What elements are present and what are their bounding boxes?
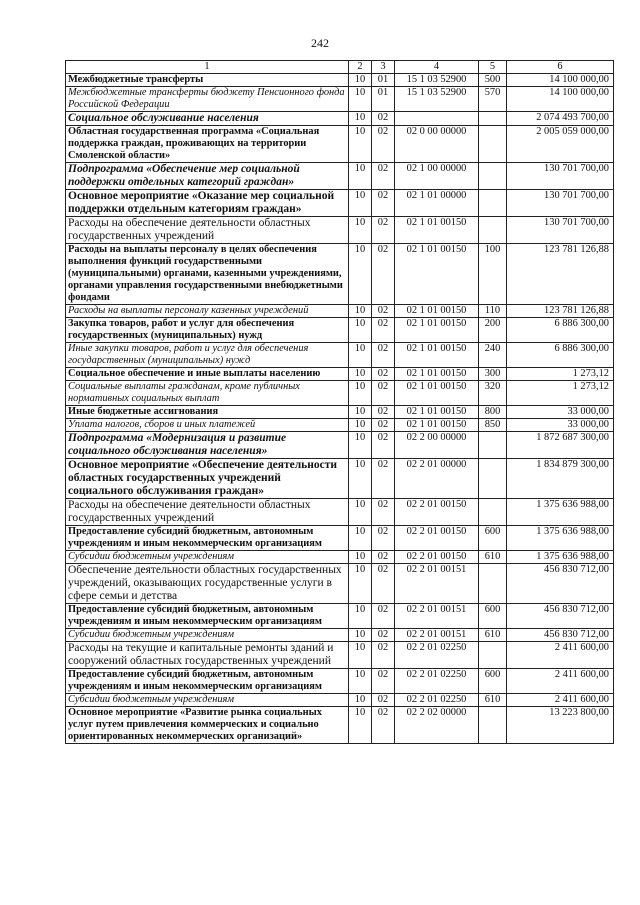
subsection-code-cell: 02 bbox=[372, 642, 395, 669]
subsection-code-cell: 02 bbox=[372, 499, 395, 526]
page-number: 242 bbox=[311, 36, 329, 50]
target-article-cell: 15 1 03 52900 bbox=[395, 87, 479, 112]
amount-cell: 14 100 000,00 bbox=[507, 74, 614, 87]
target-article-cell: 02 2 01 00150 bbox=[395, 499, 479, 526]
target-article-cell bbox=[395, 112, 479, 126]
target-article-cell: 02 2 01 00150 bbox=[395, 551, 479, 564]
row-name-cell: Межбюджетные трансферты бюджету Пенсионного фонда Российской Федерации bbox=[66, 87, 349, 112]
expense-type-cell bbox=[479, 190, 507, 217]
subsection-code-cell: 02 bbox=[372, 126, 395, 163]
expense-type-cell: 320 bbox=[479, 381, 507, 406]
section-code-cell: 10 bbox=[349, 318, 372, 343]
section-code-cell: 10 bbox=[349, 642, 372, 669]
section-code-cell: 10 bbox=[349, 368, 372, 381]
amount-cell: 130 701 700,00 bbox=[507, 217, 614, 244]
expense-type-cell: 850 bbox=[479, 419, 507, 432]
expense-type-cell: 200 bbox=[479, 318, 507, 343]
section-code-cell: 10 bbox=[349, 74, 372, 87]
amount-cell: 123 781 126,88 bbox=[507, 305, 614, 318]
target-article-cell: 02 2 01 00000 bbox=[395, 459, 479, 499]
target-article-cell: 02 1 01 00150 bbox=[395, 305, 479, 318]
section-code-cell: 10 bbox=[349, 217, 372, 244]
amount-cell: 1 375 636 988,00 bbox=[507, 526, 614, 551]
table-row bbox=[66, 564, 614, 604]
amount-cell: 14 100 000,00 bbox=[507, 87, 614, 112]
table-row bbox=[66, 642, 614, 669]
target-article-cell: 02 2 00 00000 bbox=[395, 432, 479, 459]
row-name-cell: Основное мероприятие «Развитие рынка социальных услуг путем привлечения коммерческих и социально ориентированных некоммерческих организаций» bbox=[66, 707, 349, 744]
amount-cell: 1 375 636 988,00 bbox=[507, 499, 614, 526]
section-code-cell: 10 bbox=[349, 669, 372, 694]
amount-cell: 130 701 700,00 bbox=[507, 163, 614, 190]
subsection-code-cell: 02 bbox=[372, 343, 395, 368]
expense-type-cell: 610 bbox=[479, 694, 507, 707]
expense-type-cell: 600 bbox=[479, 604, 507, 629]
row-name-cell: Субсидии бюджетным учреждениям bbox=[66, 629, 349, 642]
subsection-code-cell: 02 bbox=[372, 406, 395, 419]
target-article-cell: 02 2 01 00151 bbox=[395, 564, 479, 604]
table-row bbox=[66, 244, 614, 305]
header-cell: 1 bbox=[66, 61, 349, 74]
row-name-cell: Предоставление субсидий бюджетным, автономным учреждениям и иным некоммерческим организациям bbox=[66, 526, 349, 551]
table-row bbox=[66, 526, 614, 551]
expense-type-cell: 500 bbox=[479, 74, 507, 87]
expense-type-cell bbox=[479, 499, 507, 526]
amount-cell: 130 701 700,00 bbox=[507, 190, 614, 217]
table-row bbox=[66, 87, 614, 112]
amount-cell: 33 000,00 bbox=[507, 406, 614, 419]
table-row bbox=[66, 499, 614, 526]
row-name-cell: Субсидии бюджетным учреждениям bbox=[66, 694, 349, 707]
amount-cell: 6 886 300,00 bbox=[507, 343, 614, 368]
expense-type-cell bbox=[479, 217, 507, 244]
subsection-code-cell: 02 bbox=[372, 112, 395, 126]
subsection-code-cell: 02 bbox=[372, 459, 395, 499]
expense-type-cell: 110 bbox=[479, 305, 507, 318]
table-row bbox=[66, 163, 614, 190]
target-article-cell: 02 1 01 00150 bbox=[395, 244, 479, 305]
target-article-cell: 02 1 01 00150 bbox=[395, 318, 479, 343]
target-article-cell: 02 1 01 00150 bbox=[395, 419, 479, 432]
section-code-cell: 10 bbox=[349, 499, 372, 526]
target-article-cell: 02 1 01 00150 bbox=[395, 368, 479, 381]
row-name-cell: Обеспечение деятельности областных государственных учреждений, оказывающих государственные услуги в сфере семьи и детства bbox=[66, 564, 349, 604]
amount-cell: 1 834 879 300,00 bbox=[507, 459, 614, 499]
expense-type-cell: 570 bbox=[479, 87, 507, 112]
subsection-code-cell: 01 bbox=[372, 74, 395, 87]
subsection-code-cell: 02 bbox=[372, 526, 395, 551]
target-article-cell: 02 2 01 00150 bbox=[395, 526, 479, 551]
target-article-cell: 02 1 01 00150 bbox=[395, 381, 479, 406]
row-name-cell: Расходы на обеспечение деятельности областных государственных учреждений bbox=[66, 499, 349, 526]
target-article-cell: 15 1 03 52900 bbox=[395, 74, 479, 87]
section-code-cell: 10 bbox=[349, 694, 372, 707]
expense-type-cell bbox=[479, 707, 507, 744]
expense-type-cell bbox=[479, 163, 507, 190]
expense-type-cell: 600 bbox=[479, 526, 507, 551]
amount-cell: 456 830 712,00 bbox=[507, 629, 614, 642]
amount-cell: 2 411 600,00 bbox=[507, 669, 614, 694]
header-cell: 6 bbox=[507, 61, 614, 74]
subsection-code-cell: 02 bbox=[372, 564, 395, 604]
header-cell: 4 bbox=[395, 61, 479, 74]
subsection-code-cell: 02 bbox=[372, 707, 395, 744]
target-article-cell: 02 2 02 00000 bbox=[395, 707, 479, 744]
row-name-cell: Расходы на выплаты персоналу казенных учреждений bbox=[66, 305, 349, 318]
row-name-cell: Иные бюджетные ассигнования bbox=[66, 406, 349, 419]
row-name-cell: Уплата налогов, сборов и иных платежей bbox=[66, 419, 349, 432]
row-name-cell: Расходы на обеспечение деятельности областных государственных учреждений bbox=[66, 217, 349, 244]
expense-type-cell: 240 bbox=[479, 343, 507, 368]
table-row bbox=[66, 318, 614, 343]
table-row bbox=[66, 126, 614, 163]
budget-table-body bbox=[66, 61, 614, 744]
target-article-cell: 02 2 01 02250 bbox=[395, 694, 479, 707]
row-name-cell: Основное мероприятие «Обеспечение деятельности областных государственных учреждений социального обслуживания граждан» bbox=[66, 459, 349, 499]
section-code-cell: 10 bbox=[349, 190, 372, 217]
row-name-cell: Предоставление субсидий бюджетным, автономным учреждениям и иным некоммерческим организациям bbox=[66, 604, 349, 629]
section-code-cell: 10 bbox=[349, 629, 372, 642]
target-article-cell: 02 1 00 00000 bbox=[395, 163, 479, 190]
section-code-cell: 10 bbox=[349, 459, 372, 499]
expense-type-cell bbox=[479, 459, 507, 499]
expense-type-cell: 610 bbox=[479, 629, 507, 642]
subsection-code-cell: 02 bbox=[372, 604, 395, 629]
table-row bbox=[66, 707, 614, 744]
target-article-cell: 02 1 01 00150 bbox=[395, 217, 479, 244]
target-article-cell: 02 2 01 02250 bbox=[395, 669, 479, 694]
target-article-cell: 02 2 01 00151 bbox=[395, 629, 479, 642]
subsection-code-cell: 02 bbox=[372, 381, 395, 406]
amount-cell: 33 000,00 bbox=[507, 419, 614, 432]
table-row bbox=[66, 217, 614, 244]
header-cell: 3 bbox=[372, 61, 395, 74]
subsection-code-cell: 02 bbox=[372, 318, 395, 343]
table-row bbox=[66, 432, 614, 459]
section-code-cell: 10 bbox=[349, 112, 372, 126]
amount-cell: 2 005 059 000,00 bbox=[507, 126, 614, 163]
subsection-code-cell: 02 bbox=[372, 190, 395, 217]
table-row bbox=[66, 604, 614, 629]
section-code-cell: 10 bbox=[349, 244, 372, 305]
amount-cell: 2 411 600,00 bbox=[507, 694, 614, 707]
amount-cell: 1 375 636 988,00 bbox=[507, 551, 614, 564]
table-row bbox=[66, 669, 614, 694]
section-code-cell: 10 bbox=[349, 163, 372, 190]
section-code-cell: 10 bbox=[349, 343, 372, 368]
table-row bbox=[66, 305, 614, 318]
amount-cell: 123 781 126,88 bbox=[507, 244, 614, 305]
table-row bbox=[66, 629, 614, 642]
subsection-code-cell: 02 bbox=[372, 419, 395, 432]
amount-cell: 2 411 600,00 bbox=[507, 642, 614, 669]
target-article-cell: 02 1 01 00150 bbox=[395, 406, 479, 419]
subsection-code-cell: 01 bbox=[372, 87, 395, 112]
row-name-cell: Межбюджетные трансферты bbox=[66, 74, 349, 87]
header-cell: 5 bbox=[479, 61, 507, 74]
row-name-cell: Предоставление субсидий бюджетным, автономным учреждениям и иным некоммерческим организациям bbox=[66, 669, 349, 694]
table-row bbox=[66, 419, 614, 432]
row-name-cell: Основное мероприятие «Оказание мер социальной поддержки отдельным категориям граждан» bbox=[66, 190, 349, 217]
expense-type-cell bbox=[479, 112, 507, 126]
section-code-cell: 10 bbox=[349, 126, 372, 163]
expense-type-cell: 100 bbox=[479, 244, 507, 305]
expense-type-cell: 610 bbox=[479, 551, 507, 564]
target-article-cell: 02 1 01 00000 bbox=[395, 190, 479, 217]
subsection-code-cell: 02 bbox=[372, 551, 395, 564]
target-article-cell: 02 0 00 00000 bbox=[395, 126, 479, 163]
section-code-cell: 10 bbox=[349, 564, 372, 604]
section-code-cell: 10 bbox=[349, 526, 372, 551]
row-name-cell: Расходы на выплаты персоналу в целях обеспечения выполнения функций государственными (муниципальными) органами, казенными учреждениями, органами управления государственными внебюджетными фондами bbox=[66, 244, 349, 305]
table-row bbox=[66, 190, 614, 217]
table-row bbox=[66, 112, 614, 126]
row-name-cell: Подпрограмма «Модернизация и развитие социального обслуживания населения» bbox=[66, 432, 349, 459]
row-name-cell: Закупка товаров, работ и услуг для обеспечения государственных (муниципальных) нужд bbox=[66, 318, 349, 343]
amount-cell: 456 830 712,00 bbox=[507, 604, 614, 629]
section-code-cell: 10 bbox=[349, 419, 372, 432]
row-name-cell: Расходы на текущие и капитальные ремонты зданий и сооружений областных государственных учреждений bbox=[66, 642, 349, 669]
amount-cell: 1 273,12 bbox=[507, 381, 614, 406]
subsection-code-cell: 02 bbox=[372, 244, 395, 305]
table-row bbox=[66, 343, 614, 368]
section-code-cell: 10 bbox=[349, 604, 372, 629]
subsection-code-cell: 02 bbox=[372, 368, 395, 381]
expense-type-cell bbox=[479, 564, 507, 604]
table-header-row bbox=[66, 61, 614, 74]
target-article-cell: 02 2 01 02250 bbox=[395, 642, 479, 669]
amount-cell: 13 223 800,00 bbox=[507, 707, 614, 744]
section-code-cell: 10 bbox=[349, 432, 372, 459]
amount-cell: 456 830 712,00 bbox=[507, 564, 614, 604]
section-code-cell: 10 bbox=[349, 406, 372, 419]
row-name-cell: Социальное обеспечение и иные выплаты населению bbox=[66, 368, 349, 381]
amount-cell: 2 074 493 700,00 bbox=[507, 112, 614, 126]
budget-table bbox=[65, 60, 614, 744]
target-article-cell: 02 1 01 00150 bbox=[395, 343, 479, 368]
subsection-code-cell: 02 bbox=[372, 432, 395, 459]
section-code-cell: 10 bbox=[349, 87, 372, 112]
section-code-cell: 10 bbox=[349, 707, 372, 744]
expense-type-cell bbox=[479, 432, 507, 459]
row-name-cell: Социальные выплаты гражданам, кроме публичных нормативных социальных выплат bbox=[66, 381, 349, 406]
amount-cell: 6 886 300,00 bbox=[507, 318, 614, 343]
expense-type-cell: 600 bbox=[479, 669, 507, 694]
row-name-cell: Иные закупки товаров, работ и услуг для обеспечения государственных (муниципальных) нужд bbox=[66, 343, 349, 368]
row-name-cell: Областная государственная программа «Социальная поддержка граждан, проживающих на территории Смоленской области» bbox=[66, 126, 349, 163]
table-row bbox=[66, 381, 614, 406]
header-cell: 2 bbox=[349, 61, 372, 74]
section-code-cell: 10 bbox=[349, 551, 372, 564]
target-article-cell: 02 2 01 00151 bbox=[395, 604, 479, 629]
row-name-cell: Социальное обслуживание населения bbox=[66, 112, 349, 126]
expense-type-cell: 300 bbox=[479, 368, 507, 381]
row-name-cell: Субсидии бюджетным учреждениям bbox=[66, 551, 349, 564]
table-row bbox=[66, 694, 614, 707]
subsection-code-cell: 02 bbox=[372, 305, 395, 318]
table-row bbox=[66, 459, 614, 499]
subsection-code-cell: 02 bbox=[372, 669, 395, 694]
section-code-cell: 10 bbox=[349, 381, 372, 406]
subsection-code-cell: 02 bbox=[372, 163, 395, 190]
subsection-code-cell: 02 bbox=[372, 217, 395, 244]
table-row bbox=[66, 551, 614, 564]
table-row bbox=[66, 406, 614, 419]
row-name-cell: Подпрограмма «Обеспечение мер социальной поддержки отдельных категорий граждан» bbox=[66, 163, 349, 190]
amount-cell: 1 273,12 bbox=[507, 368, 614, 381]
subsection-code-cell: 02 bbox=[372, 694, 395, 707]
section-code-cell: 10 bbox=[349, 305, 372, 318]
table-row bbox=[66, 368, 614, 381]
expense-type-cell bbox=[479, 642, 507, 669]
subsection-code-cell: 02 bbox=[372, 629, 395, 642]
expense-type-cell bbox=[479, 126, 507, 163]
amount-cell: 1 872 687 300,00 bbox=[507, 432, 614, 459]
table-row bbox=[66, 74, 614, 87]
expense-type-cell: 800 bbox=[479, 406, 507, 419]
